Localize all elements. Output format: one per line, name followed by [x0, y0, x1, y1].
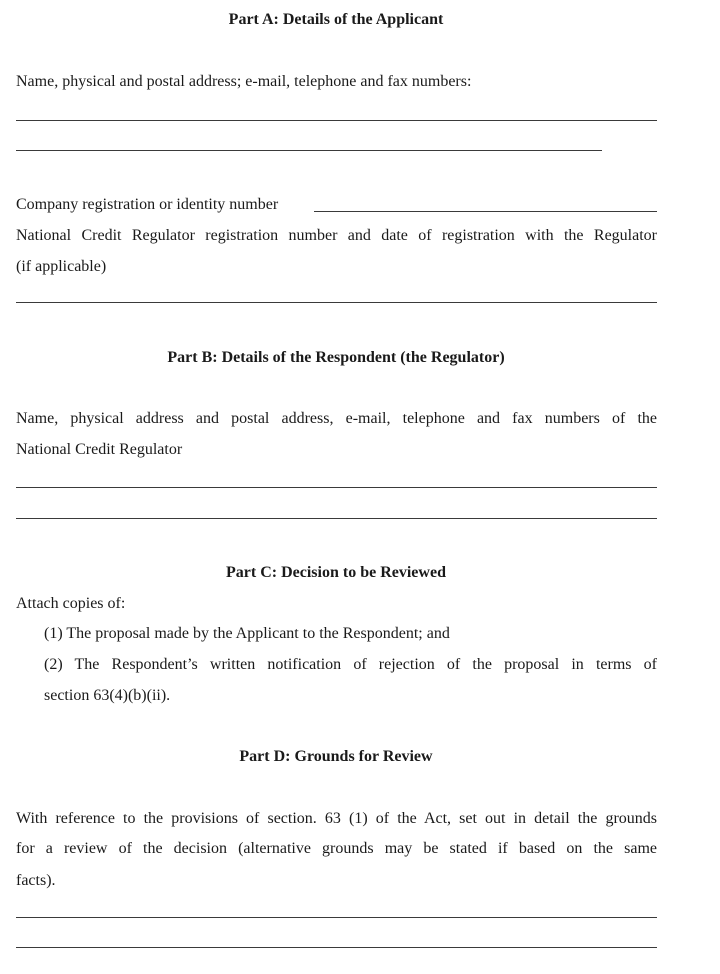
attachment-item-2: (2) The Respondent’s written notification of rejection of the proposal in terms of	[44, 656, 657, 673]
attachment-item-1: (1) The proposal made by the Applicant to the Respondent; and	[44, 625, 450, 642]
part-d-heading: Part D: Grounds for Review	[239, 748, 433, 765]
applicant-address-line-1[interactable]	[16, 120, 657, 121]
grounds-text-line-1: With reference to the provisions of section. 63 (1) of the Act, set out in detail the grounds	[16, 810, 657, 827]
respondent-name-label: Name, physical address and postal address, e-mail, telephone and fax numbers of the	[16, 410, 657, 427]
ncr-registration-label: National Credit Regulator registration number and date of registration with the Regulator	[16, 227, 657, 244]
company-registration-line[interactable]	[314, 211, 657, 212]
respondent-name-label-cont: National Credit Regulator	[16, 441, 183, 458]
attach-copies-label: Attach copies of:	[16, 595, 126, 612]
company-registration-label: Company registration or identity number	[16, 196, 279, 213]
part-b-heading: Part B: Details of the Respondent (the Regulator)	[167, 349, 505, 366]
grounds-line-1[interactable]	[16, 917, 657, 918]
applicant-name-label: Name, physical and postal address; e-mail, telephone and fax numbers:	[16, 73, 472, 90]
ncr-registration-note: (if applicable)	[16, 258, 107, 275]
applicant-address-line-2[interactable]	[16, 150, 602, 151]
grounds-text-line-2: for a review of the decision (alternative grounds may be stated if based on the same	[16, 840, 657, 857]
ncr-registration-line[interactable]	[16, 302, 657, 303]
grounds-text-line-3: facts).	[16, 872, 56, 889]
respondent-details-line-1[interactable]	[16, 487, 657, 488]
part-c-heading: Part C: Decision to be Reviewed	[226, 564, 446, 581]
part-a-heading: Part A: Details of the Applicant	[228, 11, 444, 28]
attachment-item-2-cont: section 63(4)(b)(ii).	[44, 687, 171, 704]
respondent-details-line-2[interactable]	[16, 518, 657, 519]
grounds-line-2[interactable]	[16, 947, 657, 948]
